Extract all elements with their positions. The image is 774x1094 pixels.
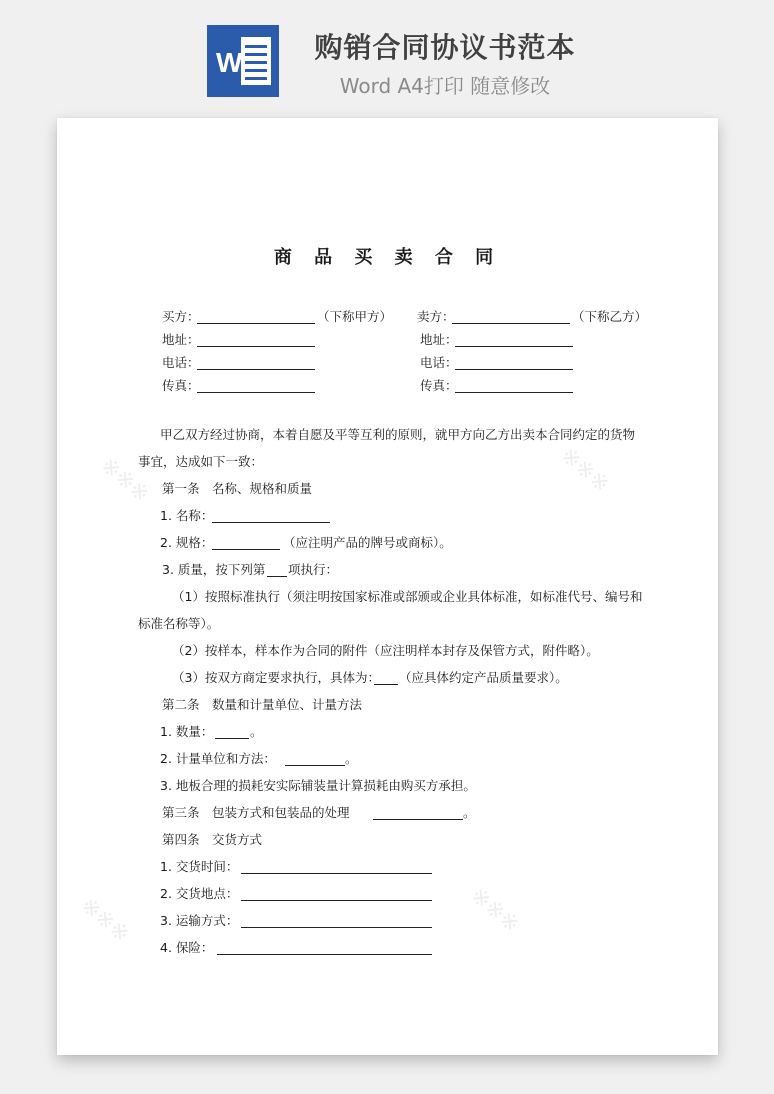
art1-name-label: 1. 名称： [160,508,214,523]
seller-fax-blank [455,392,573,393]
art2-loss: 3. 地板合理的损耗安实际铺装量计算损耗由购买方承担。 [160,778,476,793]
seller-suffix: （下称乙方） [572,309,648,324]
art1-q1-line-2: 标准名称等）。 [138,616,220,631]
buyer-fax-label: 传真： [162,378,200,393]
art1-quality-blank [267,576,287,577]
art2-unit-period: 。 [345,751,358,766]
watermark: ※※※ [465,883,524,938]
art1-q3-a: （3）按双方商定要求执行，具体为： [172,670,380,685]
buyer-address-label: 地址： [162,332,200,347]
seller-blank [452,323,570,324]
seller-phone-blank [455,369,573,370]
buyer-suffix: （下称甲方） [317,309,393,324]
document-page [57,118,718,1055]
seller-fax-label: 传真： [420,378,458,393]
art1-q3-blank [374,684,398,685]
page-subtitle: Word A4打印 随意修改 [339,74,551,98]
art3-blank [373,819,463,820]
seller-label: 卖方： [417,309,455,324]
page-title: 购销合同协议书范本 [314,31,576,64]
intro-line-1: 甲乙双方经过协商，本着自愿及平等互利的原则，就甲方向乙方出卖本合同约定的货物 [160,427,636,442]
watermark: ※※※ [555,443,614,498]
seller-address-blank [455,346,573,347]
art4-transport-blank [241,927,432,928]
article-1-heading: 第一条 名称、规格和质量 [162,481,313,496]
art4-insurance-label: 4. 保险： [160,940,214,955]
watermark: ※※※ [75,893,134,948]
article-4-heading: 第四条 交货方式 [162,832,263,847]
seller-phone-label: 电话： [420,355,458,370]
buyer-phone-blank [197,369,315,370]
word-document-icon [207,25,279,97]
art4-transport-label: 3. 运输方式： [160,913,239,928]
art1-q3-b: （应具体约定产品质量要求）。 [399,670,568,685]
art2-qty-label: 1. 数量： [160,724,214,739]
art2-qty-blank [215,738,249,739]
art1-q1-line-1: （1）按照标准执行（须注明按国家标准或部颁或企业具体标准，如标准代号、编号和 [172,589,643,604]
document-title: 商 品 买 卖 合 同 [273,247,502,268]
article-2-heading: 第二条 数量和计量单位、计量方法 [162,697,363,712]
art2-qty-period: 。 [250,724,263,739]
buyer-address-blank [197,346,315,347]
art2-unit-label: 2. 计量单位和方法： [160,751,276,766]
art4-place-blank [241,900,432,901]
header [0,0,774,118]
art1-spec-blank [212,549,280,550]
art4-insurance-blank [217,954,432,955]
article-3-heading: 第三条 包装方式和包装品的处理 [162,805,350,820]
buyer-phone-label: 电话： [162,355,200,370]
art4-time-blank [241,873,432,874]
buyer-blank [197,323,315,324]
watermark: ※※※ [95,453,154,508]
buyer-label: 买方： [162,309,200,324]
art1-spec-label: 2. 规格： [160,535,214,550]
intro-line-2: 事宜，达成如下一致： [138,454,264,469]
art1-name-blank [212,522,330,523]
buyer-fax-blank [197,392,315,393]
art4-place-label: 2. 交货地点： [160,886,239,901]
art1-q2: （2）按样本，样本作为合同的附件（应注明样本封存及保管方式，附件略）。 [172,643,599,658]
art1-quality-b: 项执行： [288,562,339,577]
art4-time-label: 1. 交货时间： [160,859,239,874]
art3-period: 。 [463,805,476,820]
art1-spec-note: （应注明产品的牌号或商标）。 [283,535,452,550]
art2-unit-blank [285,765,345,766]
seller-address-label: 地址： [420,332,458,347]
word-logo-letter: W [216,47,243,78]
art1-quality-a: 3. 质量，按下列第 [162,562,266,577]
